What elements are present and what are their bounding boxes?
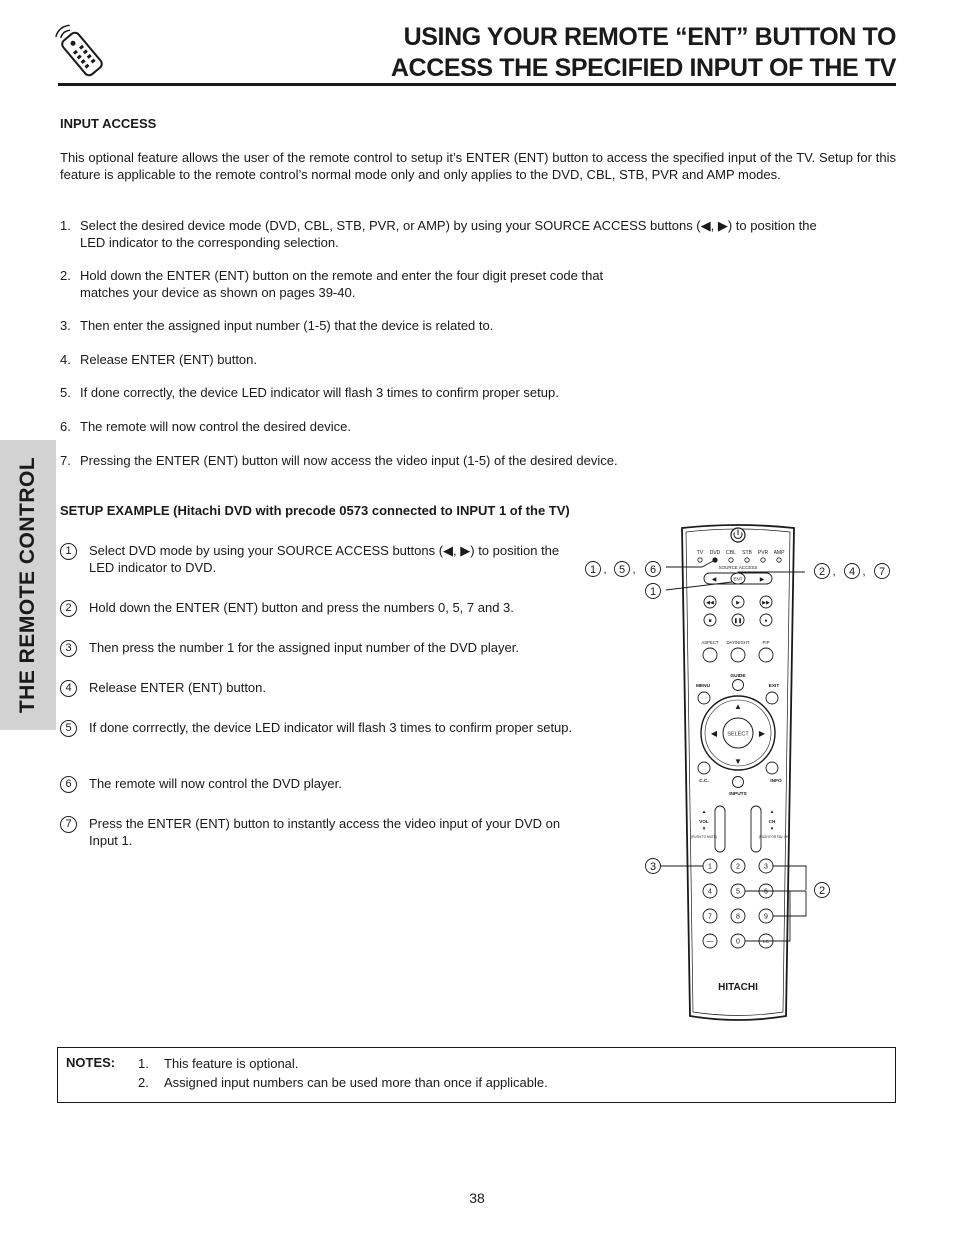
step-number-circle: 1 — [60, 543, 77, 560]
mode-label-stb: STB — [742, 550, 752, 556]
step-text: Select the desired device mode (DVD, CBL, STB, PVR, or AMP) by using your SOURCE ACCESS buttons (◀, ▶) to position the — [80, 218, 817, 233]
aspect-label: ASPECT — [701, 640, 719, 645]
step-number-circle: 5 — [60, 720, 77, 737]
step-text: Release ENTER (ENT) button. — [80, 352, 258, 367]
volume-rocker — [715, 806, 725, 852]
last-channel-label: LC — [763, 939, 769, 944]
step-number-circle: 7 — [60, 816, 77, 833]
side-tab — [0, 440, 56, 730]
step-text: If done correctly, the device LED indicator will flash 3 times to confirm proper setup. — [80, 385, 559, 400]
remote-control-icon — [54, 24, 110, 80]
side-tab-label: THE REMOTE CONTROL — [16, 456, 39, 714]
digit-0-label: 0 — [736, 938, 740, 946]
led-stb — [745, 558, 749, 562]
led-amp — [777, 558, 781, 562]
callout-right-4: 4 — [848, 566, 856, 578]
mode-label-amp: AMP — [773, 550, 785, 556]
info-button — [766, 762, 778, 774]
exit-label: EXIT — [768, 684, 780, 689]
menu-button — [698, 692, 710, 704]
ch-label: CH — [768, 819, 776, 824]
mode-label-tv: TV — [696, 550, 704, 556]
callout-left-6: 6 — [649, 564, 657, 576]
note-number: 2. — [138, 1075, 149, 1090]
notes-label: NOTES: — [66, 1055, 116, 1070]
note-text: This feature is optional. — [164, 1056, 299, 1071]
mode-label-pvr: PVR — [757, 550, 769, 556]
step-number: 7. — [60, 453, 71, 468]
step-number: 3. — [60, 318, 71, 333]
pip-label: PIP — [762, 640, 770, 645]
example-step-text: Hold down the ENTER (ENT) button and press the numbers 0, 5, 7 and 3. — [89, 600, 514, 615]
skip-back-icon: ■ — [708, 618, 712, 624]
step-text: The remote will now control the desired device. — [80, 419, 351, 434]
digit-6-label: 6 — [764, 888, 768, 896]
step-number-circle: 2 — [60, 600, 77, 617]
digit-9-label: 9 — [764, 913, 768, 921]
vol-up-icon: ▲ — [701, 809, 707, 814]
step-number: 2. — [60, 268, 71, 283]
dpad-right-icon: ▶ — [758, 729, 766, 738]
channel-rocker — [751, 806, 761, 852]
pause-icon: ❚❚ — [733, 618, 743, 624]
info-label: INFO — [770, 779, 782, 784]
step-text: Then enter the assigned input number (1-5) that the device is related to. — [80, 318, 494, 333]
vol-sub-label: (PUSH TO MUTE) — [690, 835, 718, 839]
dpad-left-icon: ◀ — [710, 729, 718, 738]
step-text: Hold down the ENTER (ENT) button on the remote and enter the four digit preset code that — [80, 268, 604, 283]
example-step-text: If done corrrectly, the device LED indicator will flash 3 times to confirm proper setup. — [89, 720, 573, 735]
callout-digits: 2 — [818, 885, 826, 897]
note-text: Assigned input numbers can be used more than once if applicable. — [164, 1075, 548, 1090]
brand-logo: HITACHI — [718, 982, 758, 993]
example-step-text: The remote will now control the DVD player. — [89, 776, 342, 791]
digit-1-label: 1 — [708, 863, 712, 871]
source-access-label: SOURCE ACCESS — [718, 565, 758, 570]
remote-illustration — [578, 520, 898, 1030]
svg-text:,: , — [632, 564, 636, 576]
callout-ent: 1 — [649, 586, 657, 598]
title-line-1: USING YOUR REMOTE “ENT” BUTTON TO — [403, 23, 896, 51]
callout-right-2: 2 — [818, 566, 826, 578]
page-number: 38 — [469, 1190, 485, 1206]
step-text: Pressing the ENTER (ENT) button will now access the video input (1-5) of the desired device. — [80, 453, 618, 468]
svg-text:,: , — [862, 566, 866, 578]
step-number: 1. — [60, 218, 71, 233]
input-access-intro: This optional feature allows the user of the remote control to setup it’s ENTER (ENT) button to access the specified input of the TV. Setup for this feature is applicable to the remote control’s normal mode only and only applies to the DVD, CBL, STB, PVR and AMP modes. — [60, 150, 896, 182]
ch-down-icon: ▼ — [769, 826, 775, 831]
skip-forward-icon: ● — [764, 618, 768, 624]
vol-label: VOL — [699, 819, 709, 824]
note-item-1 — [138, 1055, 298, 1072]
step-number: 4. — [60, 352, 71, 367]
ent-label: ENT — [733, 576, 743, 582]
svg-text:,: , — [603, 564, 607, 576]
step-text-cont: LED indicator to the corresponding selection. — [80, 235, 339, 250]
setup-example-heading: SETUP EXAMPLE (Hitachi DVD with precode 0573 connected to INPUT 1 of the TV) — [60, 503, 570, 518]
play-icon: ▶ — [736, 600, 740, 606]
note-item-2 — [138, 1074, 548, 1091]
led-tv — [698, 558, 702, 562]
mode-label-dvd: DVD — [709, 550, 721, 556]
day-night-button — [731, 648, 745, 662]
callout-left-5: 5 — [618, 564, 626, 576]
page-title — [391, 22, 896, 84]
step-number: 5. — [60, 385, 71, 400]
inputs-button — [733, 777, 744, 788]
guide-label: GUIDE — [730, 674, 746, 679]
digit-5-label: 5 — [736, 888, 740, 896]
step-number-circle: 3 — [60, 640, 77, 657]
digit-3-label: 3 — [764, 863, 768, 871]
source-left-arrow-icon: ◀ — [711, 577, 717, 583]
ch-sub-label: (PUSH FOR FAV CH) — [758, 835, 790, 839]
menu-label: MENU — [695, 684, 711, 689]
step-number: 6. — [60, 419, 71, 434]
title-rule — [58, 83, 896, 86]
dash-label: — — [706, 938, 714, 946]
input-access-heading: INPUT ACCESS — [60, 116, 157, 131]
notes-box — [57, 1047, 896, 1103]
pip-button — [759, 648, 773, 662]
cc-label: C.C. — [699, 779, 709, 784]
vol-down-icon: ▼ — [701, 826, 707, 831]
digit-2-label: 2 — [736, 863, 740, 871]
day-night-label: DAY/NIGHT — [726, 640, 750, 645]
svg-text:,: , — [832, 566, 836, 578]
example-step-text: Release ENTER (ENT) button. — [89, 680, 267, 695]
dpad-up-icon: ▲ — [734, 702, 742, 711]
example-step-text: Press the ENTER (ENT) button to instantly access the video input of your DVD on Input 1. — [89, 816, 561, 848]
callout-digit-one: 3 — [649, 861, 657, 873]
example-step-text: Select DVD mode by using your SOURCE ACCESS buttons (◀, ▶) to position the LED indicator to DVD. — [89, 543, 560, 575]
digit-8-label: 8 — [736, 913, 740, 921]
ch-up-icon: ▲ — [769, 809, 775, 814]
source-right-arrow-icon: ▶ — [759, 577, 765, 583]
mode-label-cbl: CBL — [726, 550, 736, 556]
inputs-label: INPUTS — [729, 792, 747, 797]
rewind-icon: ◀◀ — [706, 600, 714, 606]
step-text-cont: matches your device as shown on pages 39-40. — [80, 285, 356, 300]
step-number-circle: 4 — [60, 680, 77, 697]
title-line-2: ACCESS THE SPECIFIED INPUT OF THE TV — [390, 54, 896, 82]
fast-forward-icon: ▶▶ — [762, 600, 770, 606]
callout-right-7: 7 — [878, 566, 886, 578]
digit-4-label: 4 — [708, 888, 712, 896]
callout-left-1: 1 — [589, 564, 597, 576]
digit-7-label: 7 — [708, 913, 712, 921]
aspect-button — [703, 648, 717, 662]
led-cbl — [729, 558, 733, 562]
step-number-circle: 6 — [60, 776, 77, 793]
led-pvr — [761, 558, 765, 562]
dpad-down-icon: ▼ — [734, 757, 742, 766]
cc-button — [698, 762, 710, 774]
note-number: 1. — [138, 1056, 149, 1071]
guide-button — [733, 680, 744, 691]
select-label: SELECT — [727, 731, 749, 738]
exit-button — [766, 692, 778, 704]
example-step-text: Then press the number 1 for the assigned input number of the DVD player. — [89, 640, 519, 655]
